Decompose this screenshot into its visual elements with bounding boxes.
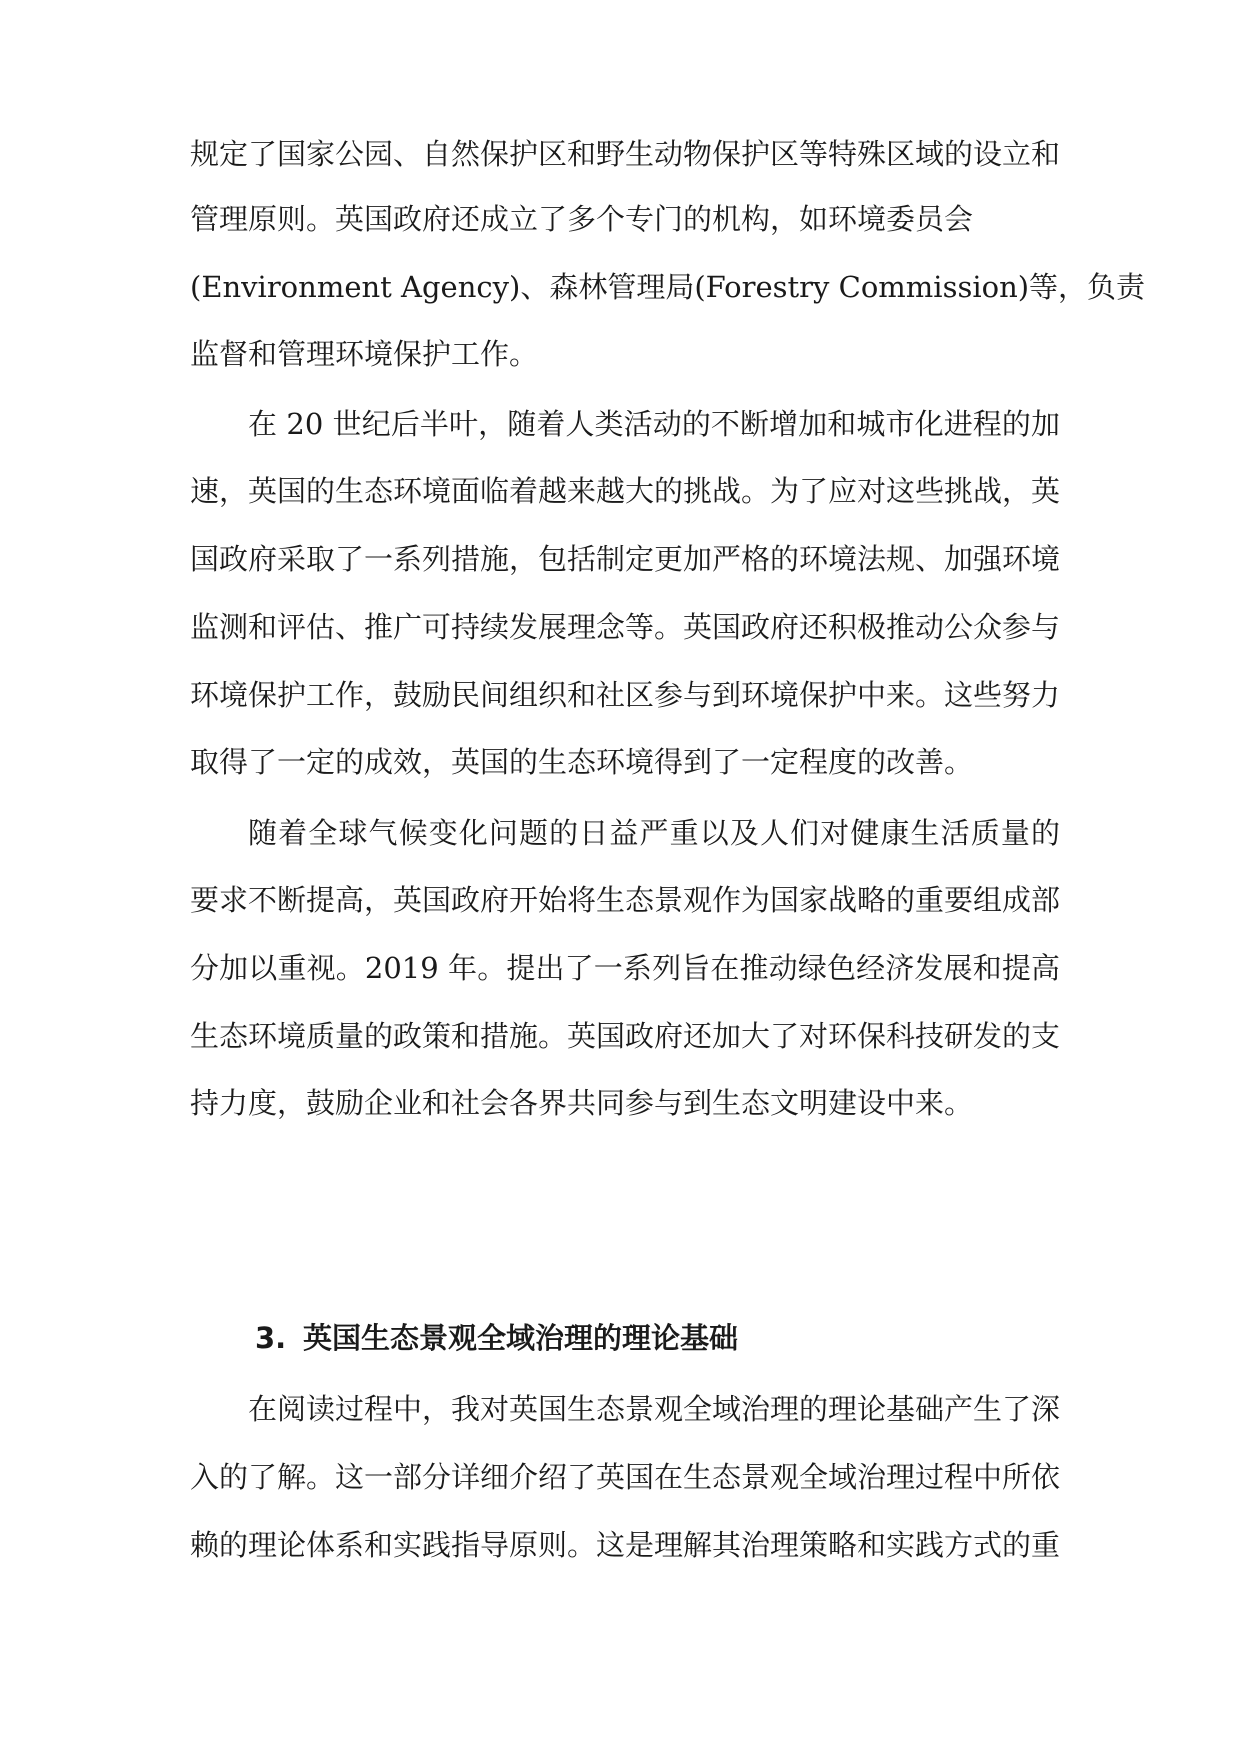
paragraph-2-line-5: 环境保护工作，鼓励民间组织和社区参与到环境保护中来。这些努力 — [190, 678, 1061, 712]
paragraph-3-line-5: 持力度，鼓励企业和社会各界共同参与到生态文明建设中来。 — [190, 1086, 974, 1120]
paragraph-1-line-1: 规定了国家公园、自然保护区和野生动物保护区等特殊区域的设立和 — [190, 137, 1061, 171]
paragraph-1-line-2: 管理原则。英国政府还成立了多个专门的机构，如环境委员会 — [190, 202, 974, 236]
paragraph-3-line-1: 随着全球气候变化问题的日益严重以及人们对健康生活质量的 — [248, 816, 1060, 850]
paragraph-4-line-3: 赖的理论体系和实践指导原则。这是理解其治理策略和实践方式的重 — [190, 1528, 1061, 1562]
section-title: 英国生态景观全域治理的理论基础 — [303, 1321, 739, 1355]
section-heading — [255, 1318, 738, 1358]
paragraph-2-line-6: 取得了一定的成效，英国的生态环境得到了一定程度的改善。 — [190, 745, 974, 779]
paragraph-4-line-1: 在阅读过程中，我对英国生态景观全域治理的理论基础产生了深 — [248, 1392, 1061, 1426]
paragraph-3-line-4: 生态环境质量的政策和措施。英国政府还加大了对环保科技研发的支 — [190, 1019, 1061, 1053]
paragraph-3-line-3: 分加以重视。2019 年。提出了一系列旨在推动绿色经济发展和提高 — [190, 951, 1060, 985]
paragraph-3-line-2: 要求不断提高，英国政府开始将生态景观作为国家战略的重要组成部 — [190, 883, 1061, 917]
paragraph-2-line-1: 在 20 世纪后半叶，随着人类活动的不断增加和城市化进程的加 — [248, 407, 1060, 441]
paragraph-1-line-3: (Environment Agency)、森林管理局(Forestry Commission)等，负责 — [190, 270, 1146, 304]
paragraph-2-line-2: 速，英国的生态环境面临着越来越大的挑战。为了应对这些挑战，英 — [190, 474, 1061, 508]
paragraph-4-line-2: 入的了解。这一部分详细介绍了英国在生态景观全域治理过程中所依 — [190, 1460, 1061, 1494]
paragraph-2-line-3: 国政府采取了一系列措施，包括制定更加严格的环境法规、加强环境 — [190, 542, 1061, 576]
paragraph-2-line-4: 监测和评估、推广可持续发展理念等。英国政府还积极推动公众参与 — [190, 610, 1061, 644]
section-number: 3. — [255, 1321, 287, 1355]
paragraph-1-line-4: 监督和管理环境保护工作。 — [190, 337, 539, 371]
